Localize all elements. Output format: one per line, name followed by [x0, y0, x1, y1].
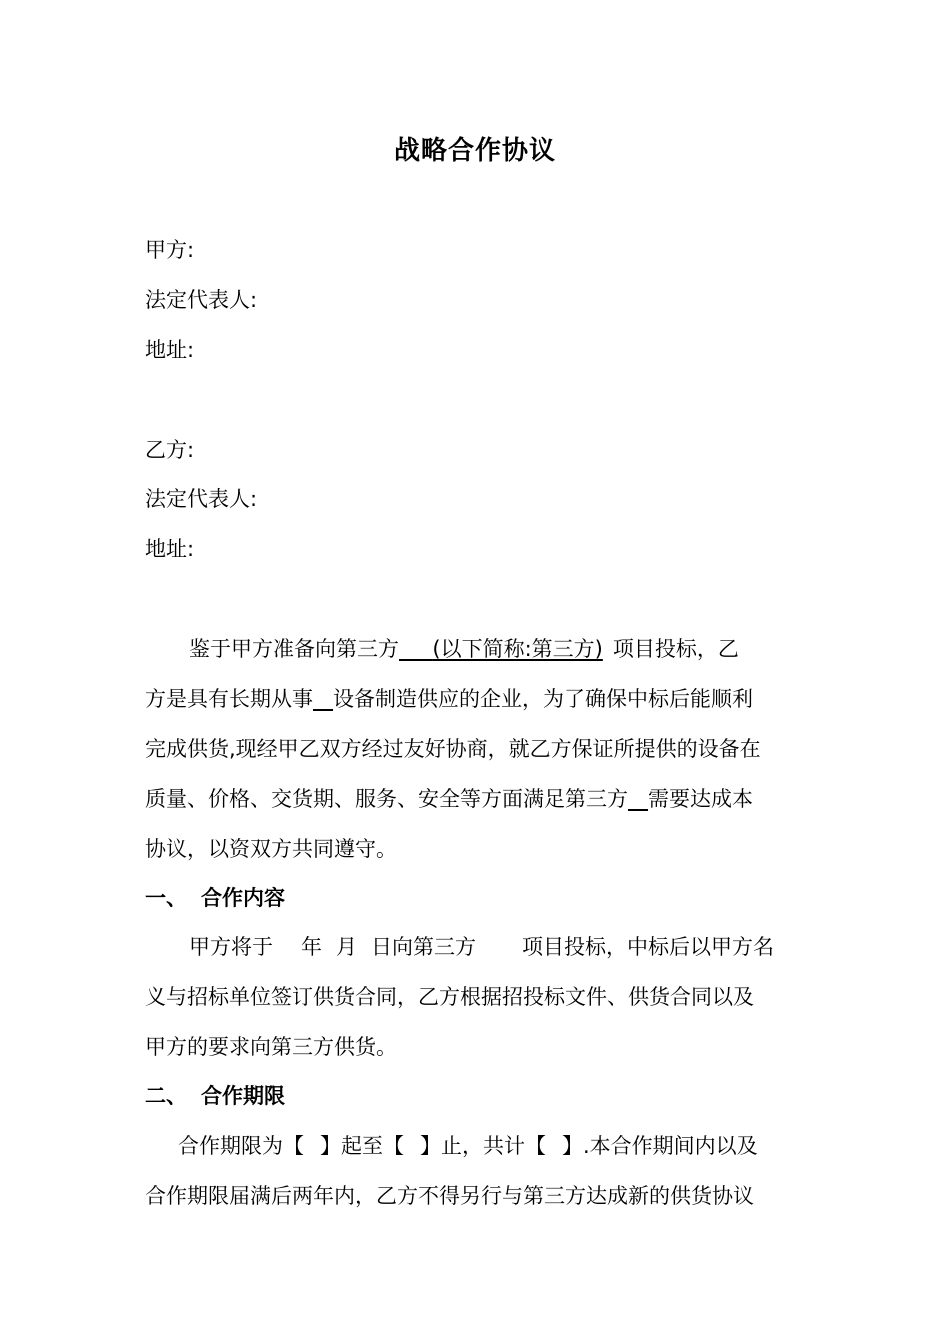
preamble-text: 需要达成本 — [648, 787, 754, 811]
date-year-label: 年 — [301, 935, 322, 959]
section-text: 】止，共计【 — [420, 1134, 546, 1158]
section-1-line-2: 义与招标单位签订供货合同，乙方根据招投标文件、供货合同以及 — [145, 985, 754, 1009]
preamble-line-4 — [145, 784, 807, 814]
section-2-heading — [145, 1081, 285, 1111]
section-title: 合作内容 — [201, 886, 285, 910]
section-1-line-3: 甲方的要求向第三方供货。 — [145, 1035, 397, 1059]
section-1-heading — [145, 883, 285, 913]
preamble-line-3: 完成供货,现经甲乙双方经过友好协商，就乙方保证所提供的设备在 — [145, 737, 761, 761]
section-text: 甲方将于 — [189, 935, 273, 959]
preamble-text: 鉴于甲方准备向第三方 — [189, 637, 399, 661]
section-text: 】.本合作期间内以及 — [562, 1134, 758, 1158]
party-a-label: 甲方: — [145, 238, 195, 262]
preamble-text: 项目投标，乙 — [612, 637, 739, 661]
section-number: 二、 — [145, 1084, 187, 1108]
section-1-line-1 — [189, 932, 807, 962]
section-text: 合作期限为【 — [178, 1134, 304, 1158]
party-b-address-label: 地址: — [145, 537, 195, 561]
section-2-line-2: 合作期限届满后两年内，乙方不得另行与第三方达成新的供货协议 — [145, 1184, 754, 1208]
preamble-line-1 — [189, 634, 807, 664]
section-text: 项目投标，中标后以甲方名 — [522, 935, 774, 959]
section-number: 一、 — [145, 886, 187, 910]
party-b-rep-label: 法定代表人: — [145, 487, 258, 511]
date-day-label: 日向第三方 — [371, 935, 476, 959]
blank-underline — [628, 787, 648, 811]
section-2-line-1 — [178, 1131, 807, 1161]
party-a-address-label: 地址: — [145, 338, 195, 362]
date-month-label: 月 — [336, 935, 357, 959]
blank-underline — [313, 687, 333, 711]
party-b-label: 乙方: — [145, 438, 195, 462]
section-title: 合作期限 — [201, 1084, 285, 1108]
document-title: 战略合作协议 — [393, 136, 556, 166]
preamble-underlined-text: (以下简称:第三方) — [432, 637, 603, 661]
preamble-text: 设备制造供应的企业，为了确保中标后能顺利 — [333, 687, 754, 711]
blank-underline — [399, 637, 432, 661]
preamble-line-2 — [145, 684, 807, 714]
preamble-line-5: 协议，以资双方共同遵守。 — [145, 837, 397, 861]
preamble-text: 方是具有长期从事 — [145, 687, 313, 711]
section-text: 】起至【 — [320, 1134, 404, 1158]
party-a-rep-label: 法定代表人: — [145, 288, 258, 312]
preamble-text: 质量、价格、交货期、服务、安全等方面满足第三方 — [145, 787, 628, 811]
